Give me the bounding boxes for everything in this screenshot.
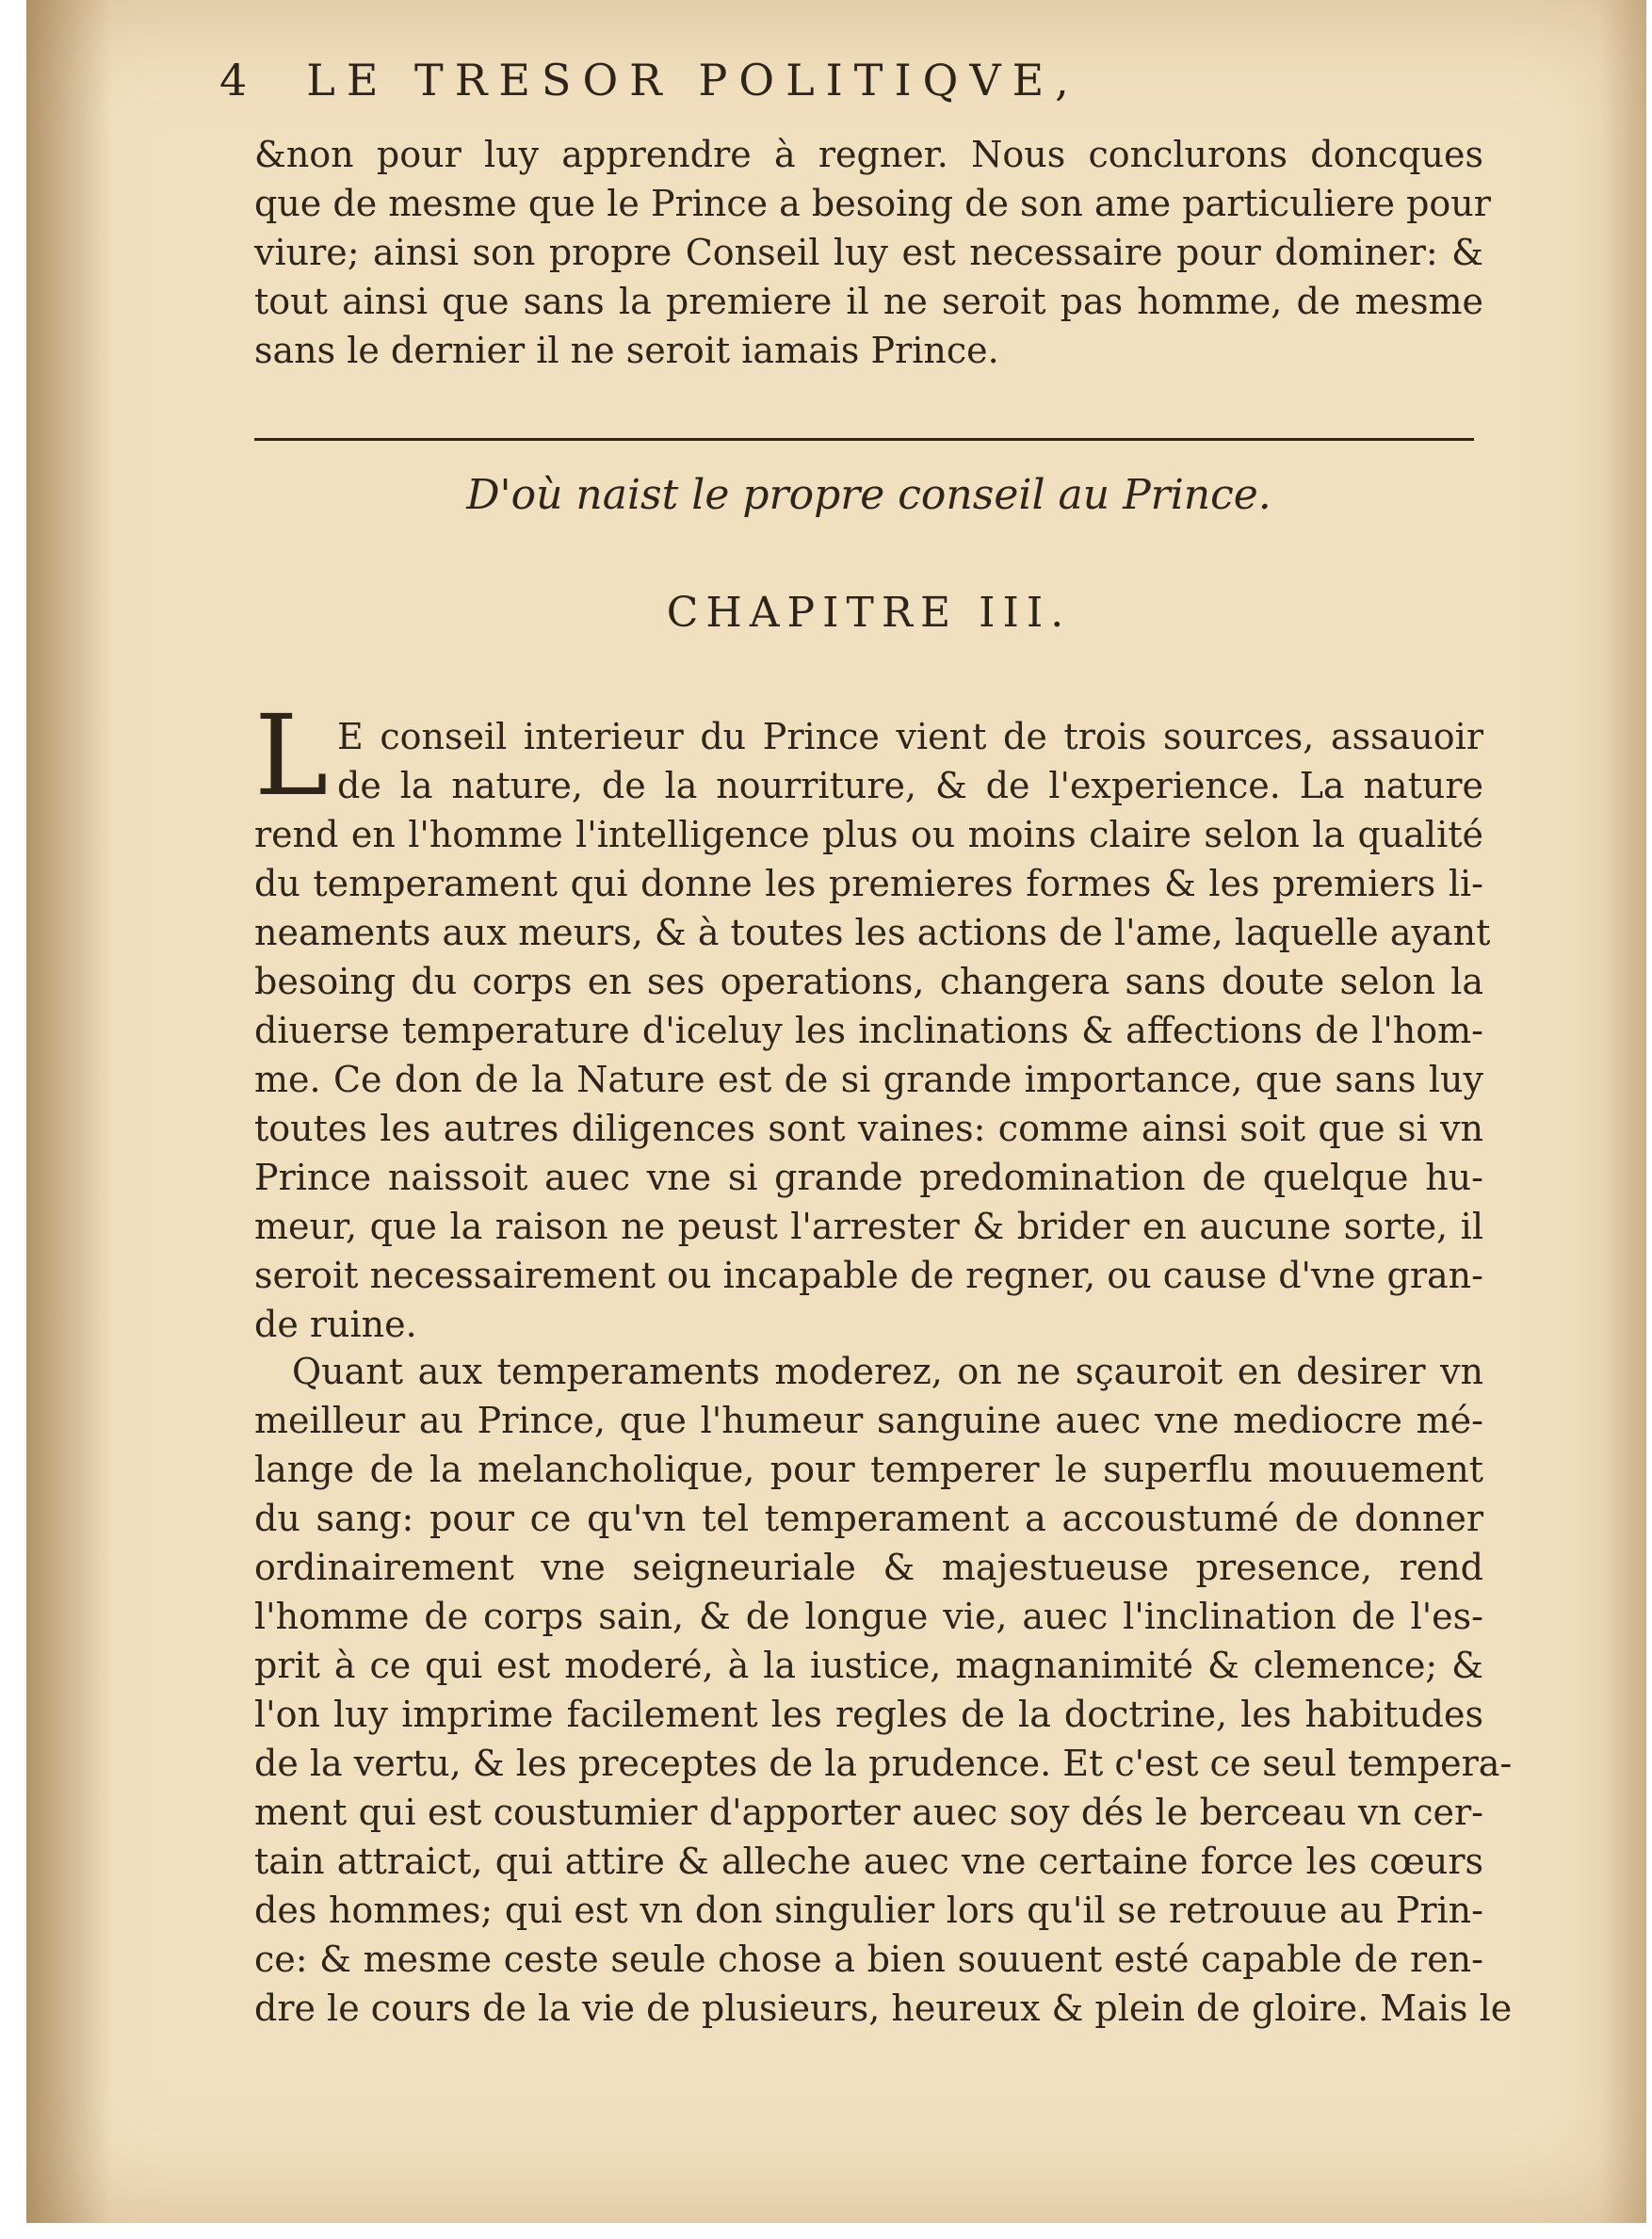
paragraph-line: besoing du corps en ses operations, changera sans doute selon la bbox=[254, 961, 1483, 1002]
paragraph-line: rend en l'homme l'intelligence plus ou moins claire selon la qualité bbox=[254, 814, 1483, 855]
paragraph-line: seroit necessairement ou incapable de regner, ou cause d'vne gran- bbox=[254, 1255, 1483, 1296]
paragraph-1 bbox=[254, 712, 1491, 1349]
paragraph-line: de la vertu, & les preceptes de la prudence. Et c'est ce seul tempera- bbox=[254, 1743, 1513, 1784]
paragraph-line: de ruine. bbox=[254, 1304, 417, 1345]
section-divider bbox=[254, 438, 1474, 441]
paragraph-line: Prince naissoit auec vne si grande predomination de quelque hu- bbox=[254, 1157, 1483, 1198]
paragraph-line: du temperament qui donne les premieres formes & les premiers li- bbox=[254, 863, 1483, 904]
paragraph-line: lange de la melancholique, pour temperer le superflu mouuement bbox=[254, 1449, 1483, 1490]
paragraph-line: ordinairement vne seigneuriale & majestueuse presence, rend bbox=[254, 1547, 1483, 1588]
paragraph-line: meur, que la raison ne peust l'arrester & brider en aucune sorte, il bbox=[254, 1206, 1483, 1247]
intro-line: &non pour luy apprendre à regner. Nous conclurons doncques bbox=[254, 134, 1483, 175]
paragraph-line: meilleur au Prince, que l'humeur sanguine auec vne mediocre mé- bbox=[254, 1400, 1483, 1441]
paragraph-2 bbox=[254, 1347, 1513, 2033]
paragraph-line: dre le cours de la vie de plusieurs, heureux & plein de gloire. Mais le bbox=[254, 1988, 1513, 2029]
running-head bbox=[219, 55, 1080, 105]
paragraph-line: neaments aux meurs, & à toutes les actions de l'ame, laquelle ayant bbox=[254, 912, 1491, 953]
paragraph-line: diuerse temperature d'iceluy les inclinations & affections de l'hom- bbox=[254, 1010, 1483, 1051]
paragraph-line: tain attraict, qui attire & alleche auec vne certaine force les cœurs bbox=[254, 1841, 1483, 1882]
paragraph-line: E conseil interieur du Prince vient de trois sources, assauoir bbox=[337, 716, 1483, 757]
drop-cap: L bbox=[254, 690, 329, 820]
paragraph-line: de la nature, de la nourriture, & de l'experience. La nature bbox=[337, 765, 1483, 806]
paragraph-line: prit à ce qui est moderé, à la iustice, magnanimité & clemence; & bbox=[254, 1645, 1483, 1686]
paragraph-line: du sang: pour ce qu'vn tel temperament a accoustumé de donner bbox=[254, 1498, 1483, 1539]
intro-line: sans le dernier il ne seroit iamais Prince. bbox=[254, 330, 999, 371]
paragraph-line: toutes les autres diligences sont vaines: comme ainsi soit que si vn bbox=[254, 1108, 1483, 1149]
paragraph-line: l'on luy imprime facilement les regles de la doctrine, les habitudes bbox=[254, 1694, 1483, 1735]
chapter-number: CHAPITRE III. bbox=[666, 589, 1072, 637]
paragraph-line: ment qui est coustumier d'apporter auec soy dés le berceau vn cer- bbox=[254, 1792, 1483, 1833]
paragraph-line: Quant aux temperaments moderez, on ne sçauroit en desirer vn bbox=[292, 1351, 1483, 1392]
intro-text bbox=[254, 130, 1491, 375]
paragraph-line: me. Ce don de la Nature est de si grande importance, que sans luy bbox=[254, 1059, 1483, 1100]
paragraph-line: ce: & mesme ceste seule chose a bien souuent esté capable de ren- bbox=[254, 1939, 1483, 1980]
page-number: 4 bbox=[219, 55, 251, 105]
paragraph-line: des hommes; qui est vn don singulier lors qu'il se retrouue au Prin- bbox=[254, 1890, 1483, 1931]
intro-line: tout ainsi que sans la premiere il ne seroit pas homme, de mesme bbox=[254, 281, 1483, 322]
intro-line: que de mesme que le Prince a besoing de son ame particuliere pour bbox=[254, 183, 1491, 224]
intro-line: viure; ainsi son propre Conseil luy est necessaire pour dominer: & bbox=[254, 232, 1483, 273]
book-page bbox=[26, 0, 1646, 2223]
running-title: LE TRESOR POLITIQVE, bbox=[306, 55, 1080, 105]
chapter-title: D'où naist le propre conseil au Prince. bbox=[466, 471, 1271, 519]
paragraph-line: l'homme de corps sain, & de longue vie, auec l'inclination de l'es- bbox=[254, 1596, 1483, 1637]
